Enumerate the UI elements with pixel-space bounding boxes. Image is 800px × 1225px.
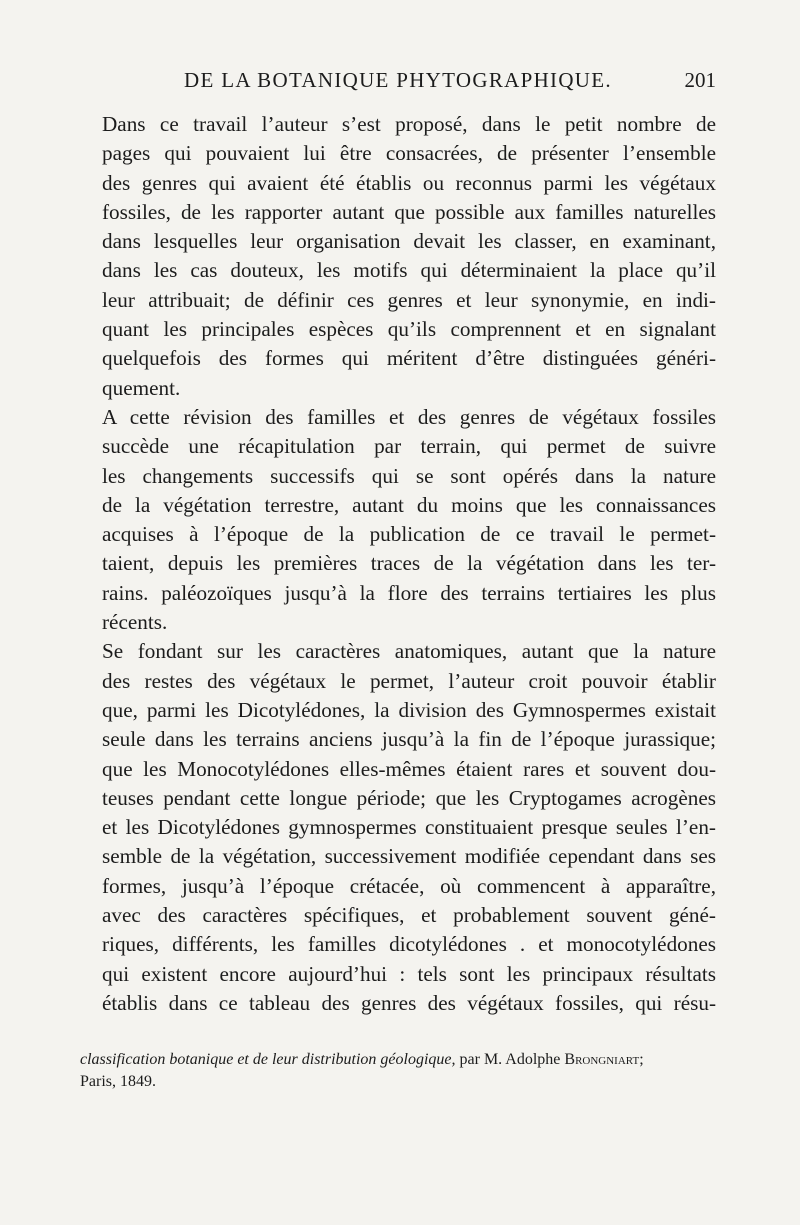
text-line: qui existent encore aujourd’hui : tels sont les principaux résultats bbox=[102, 961, 716, 986]
text-line: avec des caractères spécifiques, et probablement souvent géné- bbox=[102, 903, 716, 928]
text-line: que, parmi les Dicotylédones, la division des Gymnospermes existait bbox=[102, 697, 716, 722]
body-text bbox=[80, 110, 716, 1018]
text-line: taient, depuis les premières traces de la végétation dans les ter- bbox=[102, 551, 716, 576]
page-number: 201 bbox=[684, 68, 716, 92]
text-line: récents. bbox=[102, 610, 168, 635]
footnote-punctuation: ; bbox=[639, 1051, 644, 1068]
footnote-line-2: Paris, 1849. bbox=[80, 1073, 156, 1090]
footnote-title: classification botanique et de leur distribution géologique, bbox=[80, 1051, 456, 1068]
paragraph-1 bbox=[80, 110, 716, 403]
text-line: dans lesquelles leur organisation devait les classer, en examinant, bbox=[102, 229, 716, 254]
text-line: des genres qui avaient été établis ou reconnus parmi les végétaux bbox=[102, 170, 716, 195]
text-line: Dans ce travail l’auteur s’est proposé, dans le petit nombre de bbox=[102, 112, 716, 136]
text-line: A cette révision des familles et des genres de végétaux fossiles bbox=[102, 404, 716, 429]
text-line: seule dans les terrains anciens jusqu’à la fin de l’époque jurassique; bbox=[102, 727, 716, 752]
text-line: riques, différents, les familles dicotylédones . et monocotylédones bbox=[102, 932, 716, 957]
text-line: rains. paléozoïques jusqu’à la flore des terrains tertiaires les plus bbox=[102, 580, 716, 605]
footnote-line-1 bbox=[80, 1049, 716, 1071]
text-line: acquises à l’époque de la publication de ce travail le permet- bbox=[102, 522, 716, 547]
text-line: quement. bbox=[102, 375, 181, 400]
text-line: fossiles, de les rapporter autant que possible aux familles naturelles bbox=[102, 199, 716, 224]
page-header bbox=[80, 68, 716, 98]
text-line: succède une récapitulation par terrain, qui permet de suivre bbox=[102, 434, 716, 459]
running-title: DE LA BOTANIQUE PHYTOGRAPHIQUE. bbox=[184, 68, 612, 92]
footnote bbox=[80, 1049, 716, 1093]
text-line: formes, jusqu’à l’époque crétacée, où commencent à apparaître, bbox=[102, 873, 716, 898]
text-line: quant les principales espèces qu’ils comprennent et en signalant bbox=[102, 317, 716, 342]
text-line: établis dans ce tableau des genres des végétaux fossiles, qui résu- bbox=[102, 990, 716, 1015]
paragraph-2 bbox=[80, 403, 716, 637]
text-line: semble de la végétation, successivement modifiée cependant dans ses bbox=[102, 844, 716, 869]
text-line: quelquefois des formes qui méritent d’être distinguées généri- bbox=[102, 346, 716, 371]
text-line: Se fondant sur les caractères anatomiques, autant que la nature bbox=[102, 639, 716, 664]
text-line: dans les cas douteux, les motifs qui déterminaient la place qu’il bbox=[102, 258, 716, 283]
text-line: des restes des végétaux le permet, l’auteur croit pouvoir établir bbox=[102, 668, 716, 693]
text-line: pages qui pouvaient lui être consacrées, de présenter l’ensemble bbox=[102, 141, 716, 166]
text-line: que les Monocotylédones elles-mêmes étaient rares et souvent dou- bbox=[102, 756, 716, 781]
text-line: leur attribuait; de définir ces genres et leur synonymie, en indi- bbox=[102, 287, 716, 312]
text-line: de la végétation terrestre, autant du moins que les connaissances bbox=[102, 492, 716, 517]
paragraph-3 bbox=[80, 637, 716, 1018]
text-line: teuses pendant cette longue période; que les Cryptogames acrogènes bbox=[102, 785, 716, 810]
text-line: et les Dicotylédones gymnospermes constituaient presque seules l’en- bbox=[102, 815, 716, 840]
text-line: les changements successifs qui se sont opérés dans la nature bbox=[102, 463, 716, 488]
footnote-attribution: par M. Adolphe bbox=[455, 1051, 565, 1068]
footnote-author: Brongniart bbox=[564, 1051, 640, 1068]
